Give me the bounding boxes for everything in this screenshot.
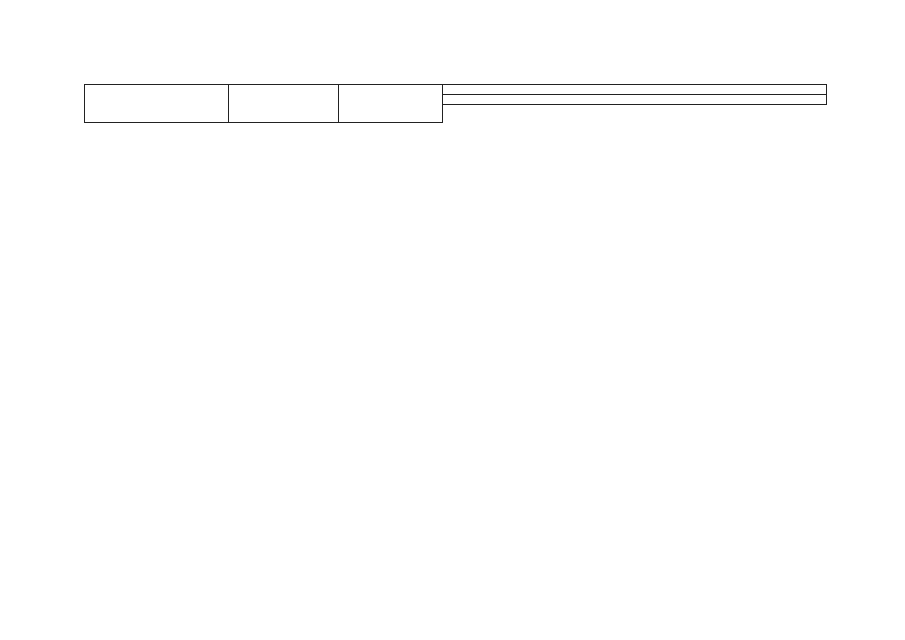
header-executor <box>229 85 339 123</box>
header-program <box>85 85 229 123</box>
header-source <box>339 85 443 123</box>
header-expenses <box>443 85 827 95</box>
expenditure-table <box>84 84 827 123</box>
header-units <box>443 95 827 105</box>
